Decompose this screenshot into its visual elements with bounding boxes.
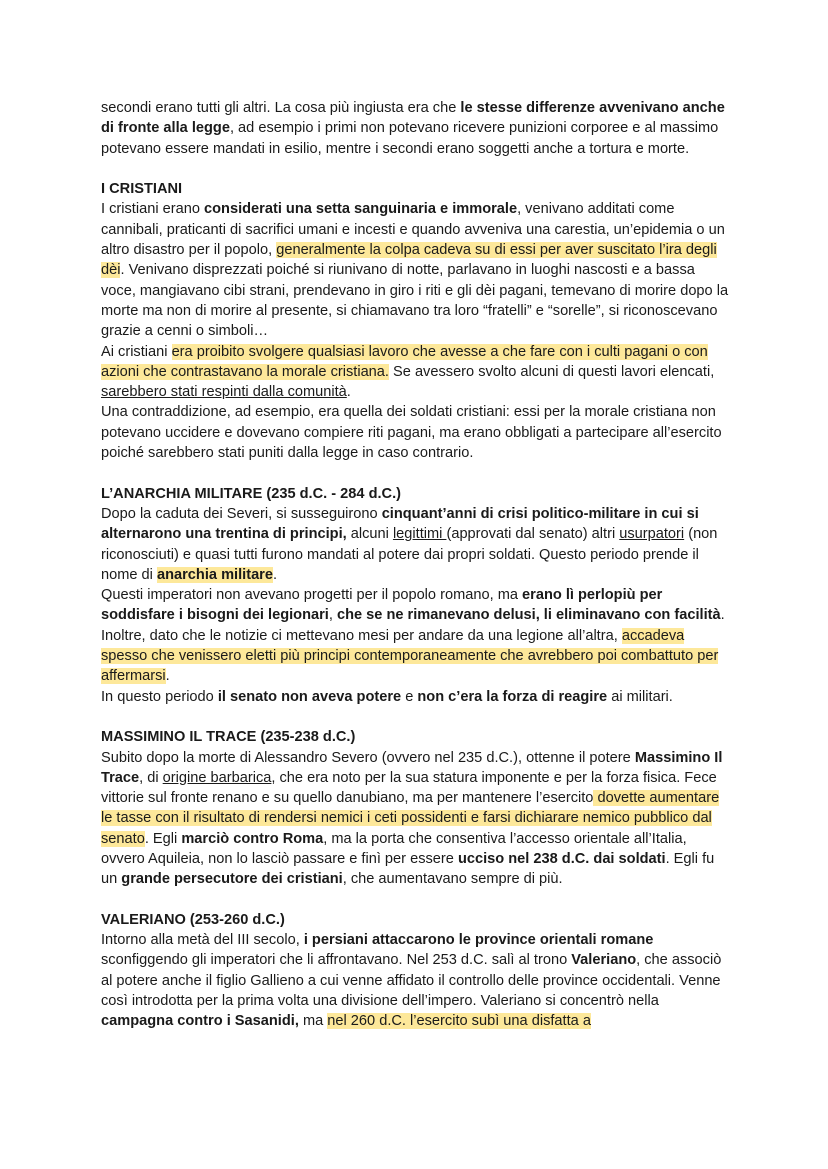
highlight: nel 260 d.C. l’esercito subì una disfatta a xyxy=(327,1013,591,1030)
anarchia-paragraph-2: Questi imperatori non avevano progetti per il popolo romano, ma erano lì perlopiù per soddisfare i bisogni dei legionari, che se ne rimanevano delusi, li eliminavano con facilità. Inoltre, dato che le notizie ci mettevano mesi per andare da una legione all’altra, accadeva spesso che venissero eletti più principi contemporaneamente che avrebbero poi combattuto per affermarsi. xyxy=(101,587,725,685)
underline: sarebbero stati respinti dalla comunità xyxy=(101,384,347,401)
section-title-valeriano: VALERIANO (253-260 d.C.) xyxy=(101,911,285,928)
intro-paragraph xyxy=(101,98,733,159)
highlight: generalmente la colpa cadeva su di essi per aver suscitato l’ira degli dèi xyxy=(101,242,717,279)
anarchia-paragraph-1: Dopo la caduta dei Severi, si susseguirono cinquant’anni di crisi politico-militare in cui si alternarono una trentina di principi, alcuni legittimi (approvati dal senato) altri usurpatori (non riconosciuti) e quasi tutti furono mandati al potere dai propri soldati. Questo periodo prende il nome di anarchia militare. xyxy=(101,505,718,583)
bold-run: le stesse differenze avvenivano anche di fronte alla legge xyxy=(101,100,725,137)
highlight: anarchia militare xyxy=(156,566,273,583)
text-run: secondi erano tutti gli altri. La cosa più ingiusta era che xyxy=(101,100,461,116)
cristiani-paragraph-1: I cristiani erano considerati una setta sanguinaria e immorale, venivano additati come cannibali, praticanti di sacrifici umani e incesti e quando avveniva una carestia, un’epidemia o un altro disastro per il popolo, generalmente la colpa cadeva su di essi per aver suscitato l’ira degli dèi. Venivano disprezzati poiché si riunivano di notte, parlavano in luoghi nascosti e a bassa voce, mangiavano cibi strani, prendevano in giro i riti e gli dèi pagani, temevano di morire dopo la morte ma non di morire al presente, si chiamavano tra loro “fratelli” e “sorelle”, si riconoscevano grazie a cenni o simboli… xyxy=(101,201,729,340)
cristiani-paragraph-3: Una contraddizione, ad esempio, era quella dei soldati cristiani: essi per la morale cristiana non potevano uccidere e dovevano compiere riti pagani, ma erano obbligati a partecipare all’esercito poiché sarebbero stati puniti dalla legge in caso contrario. xyxy=(101,404,722,462)
section-title-cristiani: I CRISTIANI xyxy=(101,181,183,198)
highlight: dovette aumentare le tasse con il risultato di rendersi nemici i ceti possidenti e farsi dichiarare nemico pubblico dal senato xyxy=(101,790,720,847)
massimino-paragraph: Subito dopo la morte di Alessandro Severo (ovvero nel 235 d.C.), ottenne il potere Massimino Il Trace, di origine barbarica, che era noto per la sua statura imponente e per la forza fisica. Fece vittorie sul fronte renano e su quello danubiano, ma per mantenere l’esercito dovette aumentare le tasse con il risultato di rendersi nemici i ceti possidenti e farsi dichiarare nemico pubblico dal senato. Egli marciò contro Roma, ma la porta che consentiva l’accesso orientale all’Italia, ovvero Aquileia, non lo lasciò passare e finì per essere ucciso nel 238 d.C. dai soldati. Egli fu un grande persecutore dei cristiani, che aumentavano sempre di più. xyxy=(101,749,723,888)
section-title-massimino: MASSIMINO IL TRACE (235-238 d.C.) xyxy=(101,729,356,746)
anarchia-paragraph-3: In questo periodo il senato non aveva potere e non c’era la forza di reagire ai militari. xyxy=(101,688,673,705)
cristiani-paragraph-2: Ai cristiani era proibito svolgere qualsiasi lavoro che avesse a che fare con i culti pagani o con azioni che contrastavano la morale cristiana. Se avessero svolto alcuni di questi lavori elencati, sarebbero stati respinti dalla comunità. xyxy=(101,343,715,401)
highlight: accadeva spesso che venissero eletti più principi contemporaneamente che avrebbero poi combattuto per affermarsi xyxy=(101,627,719,685)
valeriano-paragraph: Intorno alla metà del III secolo, i persiani attaccarono le province orientali romane sconfiggendo gli imperatori che li affrontavano. Nel 253 d.C. salì al trono Valeriano, che associò al potere anche il figlio Gallieno a cui venne affidato il controllo delle province occidentali. Venne così introdotta per la prima volta una divisione dell’impero. Valeriano si concentrò nella campagna contro i Sasanidi, ma nel 260 d.C. l’esercito subì una disfatta a xyxy=(101,932,722,1030)
highlight: era proibito svolgere qualsiasi lavoro che avesse a che fare con i culti pagani o con azioni che contrastavano la morale cristiana. xyxy=(101,343,708,380)
text-run: , ad esempio i primi non potevano ricevere punizioni corporee e al massimo potevano essere mandati in esilio, mentre i secondi erano soggetti anche a tortura e morte. xyxy=(101,120,719,157)
document-page xyxy=(101,98,733,1032)
section-title-anarchia: L’ANARCHIA MILITARE (235 d.C. - 284 d.C.) xyxy=(101,485,402,502)
